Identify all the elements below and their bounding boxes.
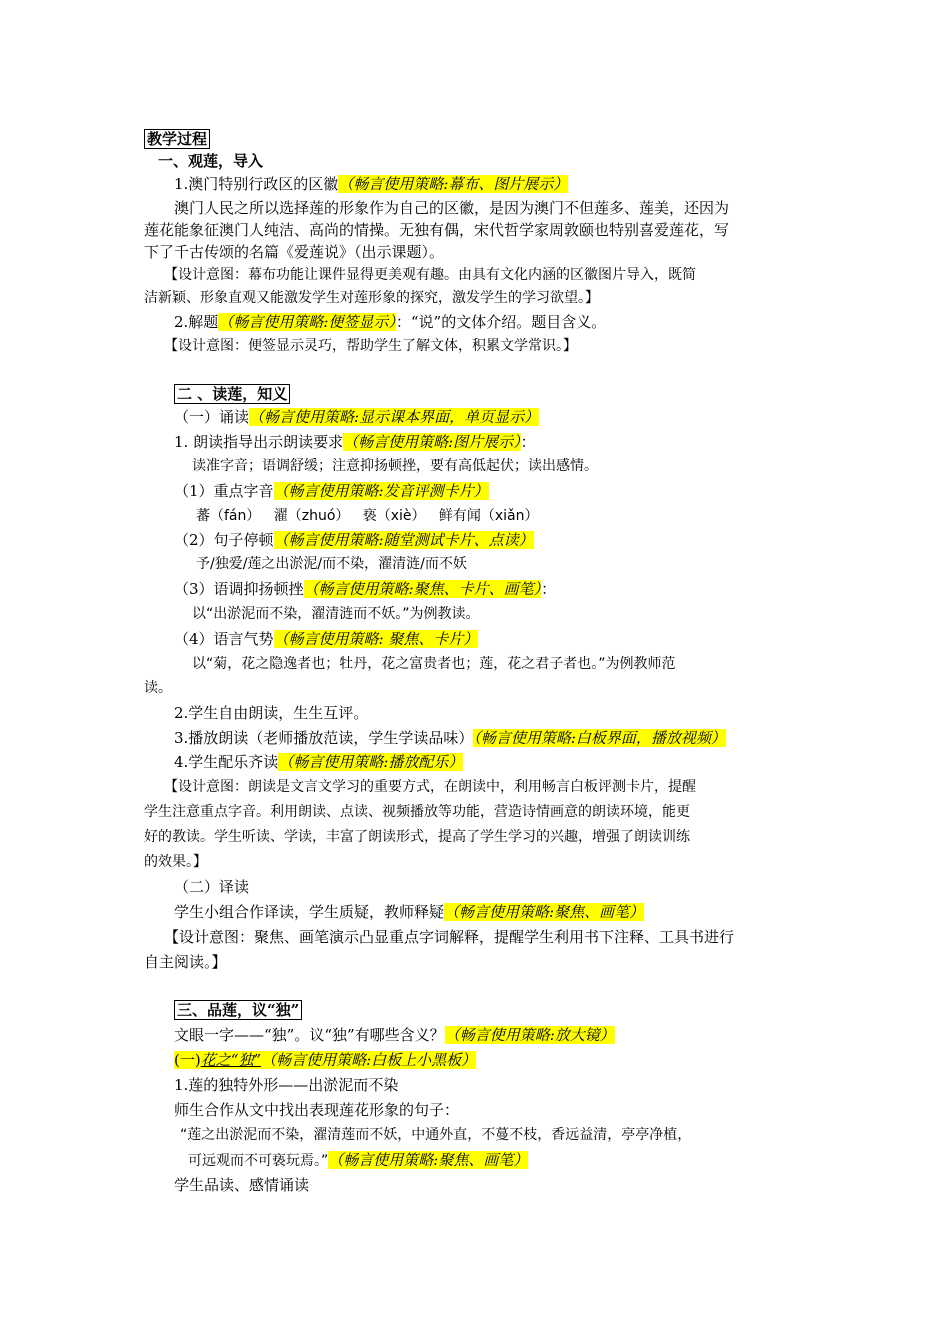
strategy-highlight: （畅言使用策略:聚焦、卡片、画笔） — [303, 580, 542, 598]
item-3-text: 学生品读、感情诵读 — [174, 1176, 310, 1194]
strategy-highlight: （畅言使用策略:随堂测试卡片、点读） — [273, 531, 534, 549]
item-2-4: 4.学生配乐齐读（畅言使用策略:播放配乐） — [174, 753, 464, 771]
strategy-highlight: （畅言使用策略:便签显示） — [218, 313, 396, 331]
item-3-1: 1.莲的独特外形——出淤泥而不染 — [174, 1076, 399, 1094]
strategy-highlight: （畅言使用策略: 聚焦、卡片） — [273, 630, 479, 648]
requirements: 读准字音；语调舒缓；注意抑扬顿挫，要有高低起伏；读出感情。 — [192, 458, 598, 474]
strategy-highlight: （畅言使用策略:显示课本界面，单页显示） — [249, 408, 540, 426]
tone-example: 以“出淤泥而不染，濯清涟而不妖。”为例教读。 — [192, 606, 480, 622]
item-2-2: 2.学生自由朗读，生生互评。 — [174, 704, 369, 722]
key-pronunciations: 蕃（fán） 濯（zhuó） 亵（xiè） 鲜有闻（xiǎn） — [196, 508, 539, 524]
design-intent-line: 好的教读。学生听读、学读，丰富了朗读形式，提高了学生学习的兴趣，增强了朗读训练 — [144, 829, 690, 845]
pause-example: 予/独爱/莲之出淤泥/而不染，濯清涟/而不妖 — [196, 556, 467, 572]
momentum-example-line: 以“菊，花之隐逸者也；牡丹，花之富贵者也；莲，花之君子者也。”为例教师范 — [192, 656, 676, 672]
strategy-highlight: （畅言使用策略:幕布、图片展示） — [338, 175, 569, 193]
item-2-3: 3.播放朗读（老师播放范读，学生学读品味）（畅言使用策略:白板界面，播放视频） — [174, 729, 726, 747]
para-line: 莲花能象征澳门人纯洁、高尚的情操。无独有偶，宋代哲学家周敦颐也特别喜爱莲花，写 — [144, 221, 730, 239]
strategy-highlight: （畅言使用策略:聚焦、画笔） — [328, 1151, 529, 1169]
item-2-1: 1. 朗读指导出示朗读要求（畅言使用策略:图片展示）： — [174, 433, 536, 451]
momentum-example-line: 读。 — [144, 680, 172, 696]
strategy-highlight: （畅言使用策略:白板上小黑板） — [261, 1051, 477, 1069]
strategy-highlight: （畅言使用策略:发音评测卡片） — [273, 482, 489, 500]
design-intent-line: 自主阅读。】 — [144, 953, 227, 971]
para-line: 澳门人民之所以选择莲的形象作为自己的区徽，是因为澳门不但莲多、莲美，还因为 — [174, 199, 730, 217]
item-2-1-1: （1）重点字音（畅言使用策略:发音评测卡片） — [174, 482, 489, 500]
section-title: 教学过程 — [144, 128, 210, 150]
item-2-1-3: （3）语调抑扬顿挫（畅言使用策略:聚焦、卡片、画笔）： — [174, 580, 557, 598]
item-1-1: 1.澳门特别行政区的区徽（畅言使用策略:幕布、图片展示） — [174, 175, 569, 193]
key-word-line: 文眼一字——“独”。议“独”有哪些含义？（畅言使用策略:放大镜） — [174, 1026, 615, 1044]
quote-line: 可远观而不可亵玩焉。”（畅言使用策略:聚焦、画笔） — [188, 1151, 529, 1169]
strategy-highlight: （畅言使用策略:播放配乐） — [278, 753, 464, 771]
item-1-2: 2.解题（畅言使用策略:便签显示）：“说”的文体介绍。题目含义。 — [174, 313, 607, 331]
sub-heading-3: (一)花之“独”（畅言使用策略:白板上小黑板） — [174, 1051, 477, 1069]
translation-text: 学生小组合作译读，学生质疑，教师释疑（畅言使用策略:聚焦、画笔） — [174, 903, 645, 921]
sub-heading: （一）诵读（畅言使用策略:显示课本界面，单页显示） — [174, 408, 540, 426]
design-intent-line: 的效果。】 — [144, 854, 207, 870]
sub-heading-2: （二）译读 — [174, 878, 250, 896]
heading-2: 二 、读莲，知义 — [174, 383, 290, 405]
strategy-highlight: （畅言使用策略:放大镜） — [444, 1026, 615, 1044]
design-intent-line: 【设计意图：聚焦、画笔演示凸显重点字词解释，提醒学生利用书下注释、工具书进行 — [164, 928, 735, 946]
design-intent-line: 【设计意图：朗读是文言文学习的重要方式，在朗读中，利用畅言白板评测卡片，提醒 — [164, 779, 696, 795]
para-line: 下了千古传颂的名篇《爱莲说》（出示课题）。 — [144, 243, 445, 261]
design-intent-line: 【设计意图：便签显示灵巧，帮助学生了解文体，积累文学常识。】 — [164, 338, 577, 354]
strategy-highlight: （畅言使用策略:聚焦、画笔） — [444, 903, 645, 921]
item-2-1-2: （2）句子停顿（畅言使用策略:随堂测试卡片、点读） — [174, 531, 534, 549]
strategy-highlight: （畅言使用策略:白板界面，播放视频） — [473, 729, 726, 747]
strategy-highlight: （畅言使用策略:图片展示） — [343, 433, 521, 451]
design-intent-line: 洁新颖、形象直观又能激发学生对莲形象的探究，激发学生的学习欲望。】 — [144, 290, 599, 306]
heading-1: 一、观莲，导入 — [158, 152, 264, 170]
item-3-text: 师生合作从文中找出表现莲花形象的句子： — [174, 1101, 460, 1119]
item-2-1-4: （4）语言气势（畅言使用策略: 聚焦、卡片） — [174, 630, 479, 648]
design-intent-line: 学生注意重点字音。利用朗读、点读、视频播放等功能，营造诗情画意的朗读环境，能更 — [144, 804, 690, 820]
heading-3: 三、品莲，议“独” — [174, 999, 302, 1021]
design-intent-line: 【设计意图：幕布功能让课件显得更美观有趣。由具有文化内涵的区徽图片导入，既简 — [164, 267, 696, 283]
quote-line: “莲之出淤泥而不染，濯清莲而不妖，中通外直，不蔓不枝，香远益清，亭亭净植， — [180, 1127, 692, 1143]
